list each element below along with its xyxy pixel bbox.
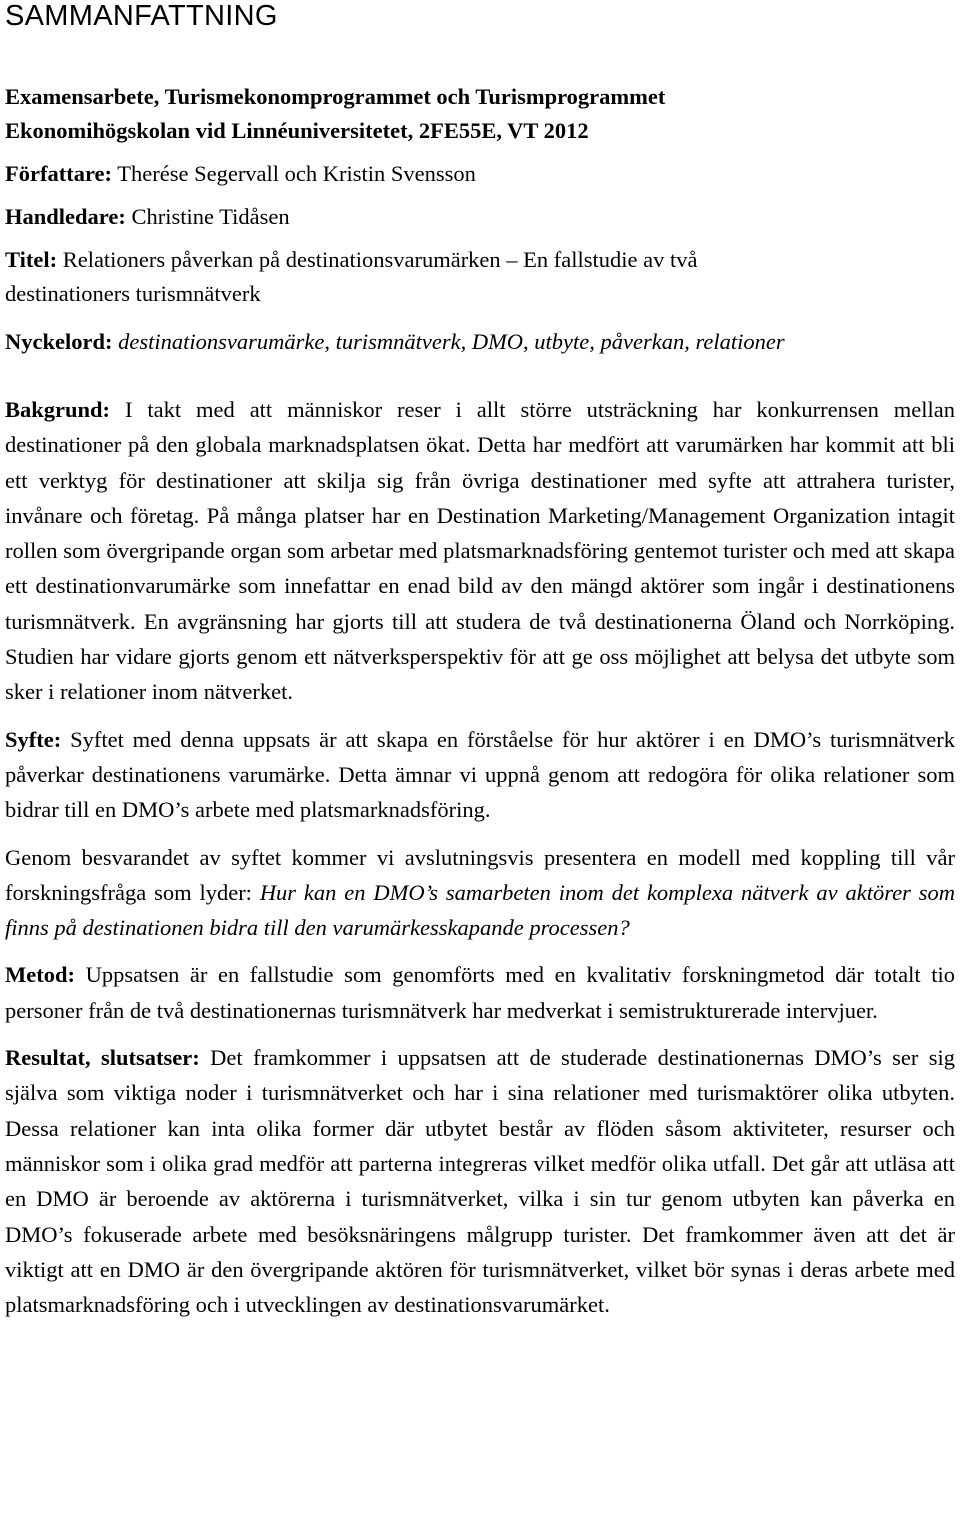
results-label: Resultat, slutsatser: bbox=[5, 1045, 200, 1071]
authors-value: Therése Segervall och Kristin Svensson bbox=[117, 161, 476, 186]
method-text: Uppsatsen är en fallstudie som genomförts med en kvalitativ forskningmetod där totalt tio personer från de två destinationernas turismnätverk har medverkat i semistrukturerade intervjuer. bbox=[5, 962, 955, 1023]
research-question-intro: Genom besvarandet av syftet kommer vi avslutningsvis presentera en modell med koppling till vår forskningsfråga som lyder: bbox=[5, 844, 955, 905]
results-text: Det framkommer i uppsatsen att de studerade destinationernas DMO’s ser sig själva som viktiga noder i turismnätverket och har i sina relationer med turismaktörer olika utbyten. Dessa relationer kan inta olika former där utbytet består av flöden såsom aktiviteter, resurser och människor som i olika grad medför att parterna integreras vilket medför olika utfall. Det går att utläsa att en DMO är beroende av aktörerna i turismnätverket, vilka i sin tur genom utbyten kan påverka en DMO’s fokuserade arbete med besöksnäringens målgrupp turister. Det framkommer även att det är viktigt att en DMO är den övergripande aktören för turismnätverket, vilket bör synas i deras arbete med platsmarknadsföring och i utvecklingen av destinationsvarumärket. bbox=[5, 1045, 956, 1318]
results-paragraph bbox=[5, 1040, 955, 1322]
background-paragraph bbox=[5, 392, 955, 710]
authors-label: Författare: bbox=[5, 161, 113, 186]
research-question-text: Hur kan en DMO’s samarbeten inom det komplexa nätverk av aktörer som finns på destinationen bidra till den varumärkesskapande processen? bbox=[5, 879, 955, 941]
abstract-body bbox=[5, 392, 955, 1322]
title-line-2 bbox=[5, 277, 955, 311]
program-line-1: Examensarbete, Turismekonomprogrammet och Turismprogrammet bbox=[5, 84, 666, 109]
purpose-text: Syftet med denna uppsats är att skapa en förståelse för hur aktörer i en DMO’s turismnätverk påverkar destinationens varumärke. Detta ämnar vi uppnå genom att redogöra för olika relationer som bidrar till en DMO’s arbete med platsmarknadsföring. bbox=[5, 726, 955, 823]
supervisor-label: Handledare: bbox=[5, 204, 126, 229]
title-value-2: destinationers turismnätverk bbox=[5, 281, 261, 306]
title-line-1 bbox=[5, 243, 955, 277]
method-paragraph bbox=[5, 957, 955, 1028]
method-label: Metod: bbox=[5, 962, 75, 988]
authors-line bbox=[5, 157, 955, 191]
background-label: Bakgrund: bbox=[5, 397, 111, 422]
keywords-value: destinationsvarumärke, turismnätverk, DMO, utbyte, påverkan, relationer bbox=[118, 329, 785, 354]
program-line-2: Ekonomihögskolan vid Linnéuniversitetet, 2FE55E, VT 2012 bbox=[5, 118, 589, 143]
research-question-paragraph bbox=[5, 840, 955, 946]
keywords-line bbox=[5, 325, 955, 359]
background-text: I takt med att människor reser i allt större utsträckning har konkurrensen mellan destinationer på den globala marknadsplatsen ökat. Detta har medfört att varumärken har kommit att bli ett verktyg för destinationer att skilja sig från övriga destinationer med syfte att attrahera turister, invånare och företag. På många platser har en Destination Marketing/Management Organization intagit rollen som övergripande organ som arbetar med platsmarknadsföring gentemot turister och med att skapa ett destinationvarumärke som innefattar en enad bild av den mängd aktörer som ingår i destinationens turismnätverk. En avgränsning har gjorts till att studera de två destinationerna Öland och Norrköping. Studien har vidare gjorts genom ett nätverksperspektiv för att ge oss möjlighet att belysa det utbyte som sker i relationer inom nätverket. bbox=[5, 397, 956, 705]
page-heading: SAMMANFATTNING bbox=[5, 0, 278, 32]
document-page bbox=[5, 0, 956, 1318]
purpose-label: Syfte: bbox=[5, 726, 62, 752]
thesis-metadata bbox=[5, 80, 955, 359]
title-value-1: Relationers påverkan på destinationsvarumärken – En fallstudie av två bbox=[62, 247, 698, 272]
supervisor-line bbox=[5, 200, 955, 234]
supervisor-value: Christine Tidåsen bbox=[131, 204, 290, 229]
title-label: Titel: bbox=[5, 247, 58, 272]
keywords-label: Nyckelord: bbox=[5, 329, 113, 354]
purpose-paragraph bbox=[5, 722, 955, 828]
